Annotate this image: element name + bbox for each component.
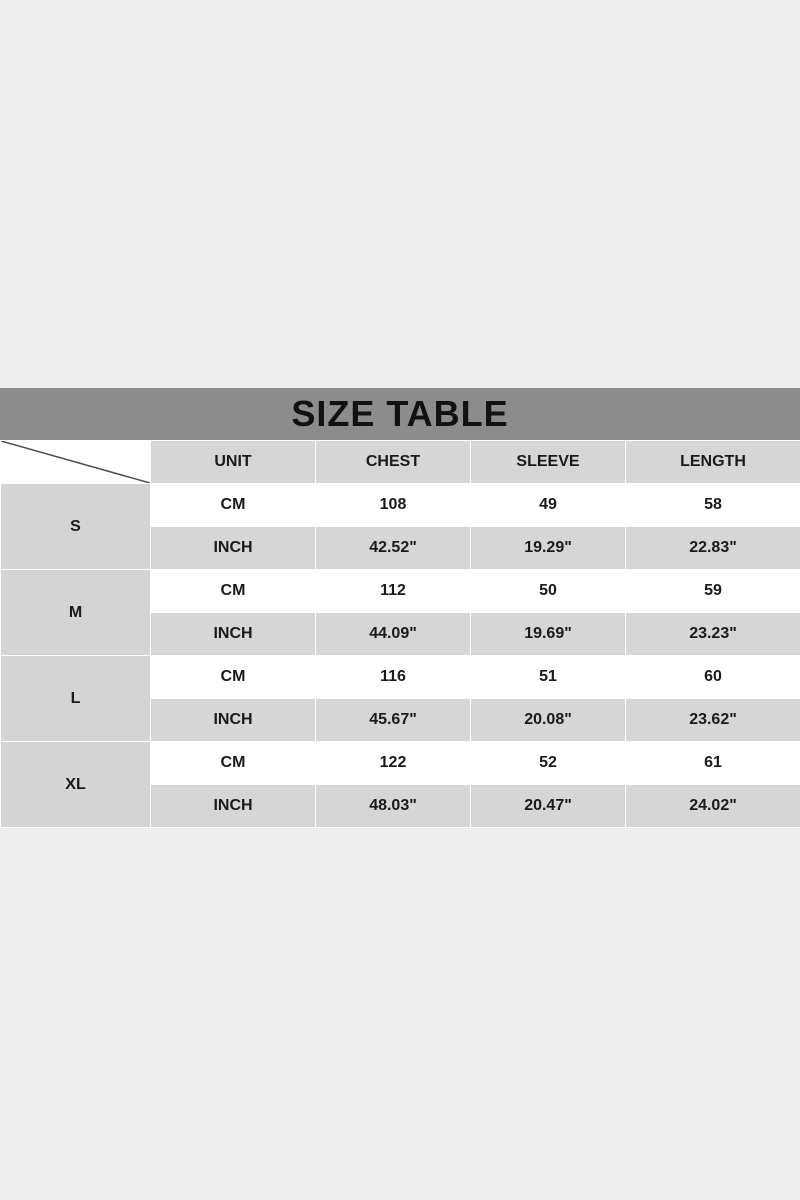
unit-cm: CM (151, 484, 316, 527)
cell-length: 22.83" (626, 527, 800, 570)
size-table-title: SIZE TABLE (291, 393, 509, 434)
cell-sleeve: 19.69" (471, 613, 626, 656)
cell-sleeve: 19.29" (471, 527, 626, 570)
header-sleeve: SLEEVE (471, 441, 626, 484)
header-unit: UNIT (151, 441, 316, 484)
unit-inch: INCH (151, 699, 316, 742)
cell-sleeve: 49 (471, 484, 626, 527)
table-row (1, 656, 800, 699)
size-table-block (0, 388, 800, 828)
diagonal-divider-icon (1, 441, 150, 483)
unit-inch: INCH (151, 527, 316, 570)
cell-chest: 42.52" (316, 527, 471, 570)
cell-sleeve: 51 (471, 656, 626, 699)
cell-length: 61 (626, 742, 800, 785)
header-length: LENGTH (626, 441, 800, 484)
table-row (1, 570, 800, 613)
size-label-l: L (1, 656, 151, 742)
cell-length: 23.23" (626, 613, 800, 656)
cell-chest: 116 (316, 656, 471, 699)
cell-length: 58 (626, 484, 800, 527)
unit-cm: CM (151, 570, 316, 613)
size-table-title-bar (0, 388, 800, 440)
cell-chest: 44.09" (316, 613, 471, 656)
unit-inch: INCH (151, 613, 316, 656)
cell-length: 60 (626, 656, 800, 699)
table-header-row (1, 441, 800, 484)
cell-chest: 112 (316, 570, 471, 613)
cell-chest: 108 (316, 484, 471, 527)
size-label-xl: XL (1, 742, 151, 828)
table-row (1, 484, 800, 527)
cell-length: 24.02" (626, 785, 800, 828)
header-chest: CHEST (316, 441, 471, 484)
size-label-s: S (1, 484, 151, 570)
size-table (0, 440, 800, 828)
unit-cm: CM (151, 742, 316, 785)
cell-sleeve: 52 (471, 742, 626, 785)
cell-chest: 45.67" (316, 699, 471, 742)
cell-sleeve: 20.47" (471, 785, 626, 828)
cell-sleeve: 50 (471, 570, 626, 613)
unit-inch: INCH (151, 785, 316, 828)
header-corner-diagonal (1, 441, 151, 484)
cell-chest: 48.03" (316, 785, 471, 828)
cell-length: 59 (626, 570, 800, 613)
unit-cm: CM (151, 656, 316, 699)
cell-length: 23.62" (626, 699, 800, 742)
size-label-m: M (1, 570, 151, 656)
cell-chest: 122 (316, 742, 471, 785)
cell-sleeve: 20.08" (471, 699, 626, 742)
table-row (1, 742, 800, 785)
